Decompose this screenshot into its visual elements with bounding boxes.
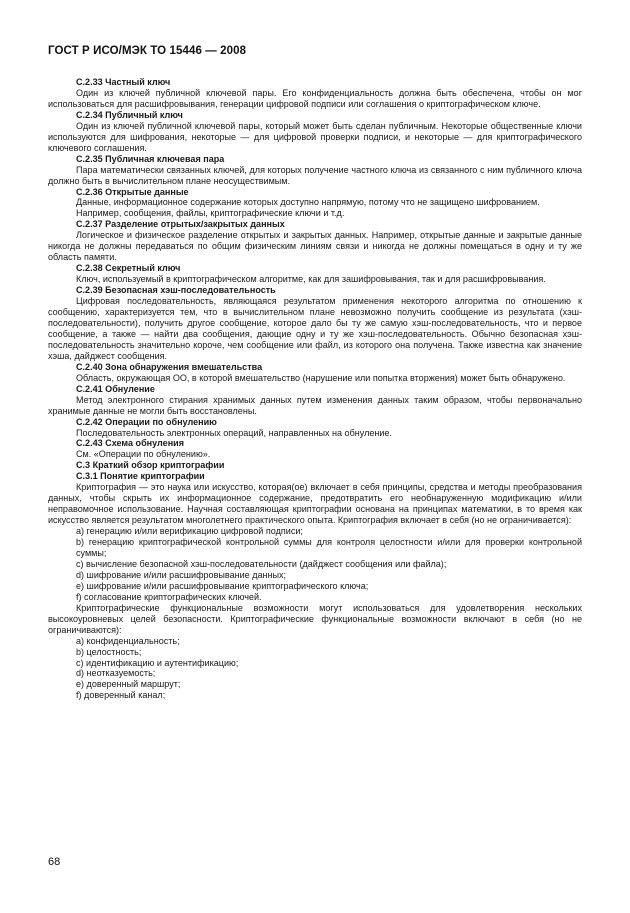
section-heading: С.2.43 Схема обнуления: [76, 438, 184, 449]
page-number: 68: [48, 856, 61, 868]
section-heading: С.2.37 Разделение отрытых/закрытых данных: [76, 219, 285, 230]
list-item: c) вычисление безопасной хэш-последовательности (дайджест сообщения или файла);: [76, 558, 447, 569]
list-item: d) неотказуемость;: [76, 668, 156, 679]
paragraph: Логическое и физическое разделение открытых и закрытых данных. Например, открытые данные и закрытые данные никогда не должны передаваться по общим физическим линиям связи и никогда не должны помещаться в одну и ту же область памяти.: [48, 230, 582, 263]
list-item: f) согласование криптографических ключей.: [76, 591, 262, 602]
section-heading: С.2.38 Секретный ключ: [76, 263, 181, 274]
section-heading: С.2.34 Публичный ключ: [76, 109, 183, 120]
paragraph: Один из ключей публичной ключевой пары. Его конфиденциальность должна быть обеспечена, чтобы он мог использоваться для расшифровывания, генерации цифровой подписи или соглашения о криптографическом ключе.: [48, 87, 582, 109]
list-item: e) доверенный маршрут;: [76, 679, 181, 690]
section-heading: С.3 Краткий обзор криптографии: [76, 460, 225, 471]
section-heading: С.2.33 Частный ключ: [76, 77, 171, 87]
page-header-title: ГОСТ Р ИСО/МЭК ТО 15446 — 2008: [48, 45, 247, 57]
paragraph: Последовательность электронных операций, направленных на обнуление.: [76, 427, 392, 438]
list-item: e) шифрование и/или расшифровывание криптографического ключа;: [76, 580, 369, 591]
list-item: c) идентификацию и аутентификацию;: [76, 657, 239, 668]
paragraph: Данные, информационное содержание которых доступно напрямую, потому что не защищено шифрованием.: [76, 197, 540, 208]
paragraph: Метод электронного стирания хранимых данных путем изменения данных таким образом, чтобы первоначально хранимые данные не могли быть восстановлены.: [48, 394, 582, 416]
section-heading: С.2.41 Обнуление: [76, 383, 155, 394]
list-item: f) доверенный канал;: [76, 690, 166, 701]
paragraph: Область, окружающая ОО, в которой вмешательство (нарушение или попытка вторжения) может быть обнаружено.: [76, 372, 566, 383]
section-heading: С.2.36 Открытые данные: [76, 186, 189, 197]
list-item: b) целостность;: [76, 646, 142, 657]
paragraph: Пара математически связанных ключей, для которых получение частного ключа из связанного с ним публичного ключа должно быть в вычислительном плане неосуществимым.: [48, 164, 582, 186]
document-body: [48, 77, 582, 701]
paragraph: Ключ, используемый в криптографическом алгоритме, как для зашифровывания, так и для расшифровывания.: [76, 274, 546, 285]
paragraph: Криптографические функциональные возможности могут использоваться для удовлетворения нескольких высокоуровневых целей безопасности. Криптографические функциональные возможности включают в себя (но не ограничиваются):: [48, 602, 582, 635]
list-item: d) шифрование и/или расшифровывание данных;: [76, 569, 287, 580]
paragraph: См. «Операции по обнулению».: [76, 449, 211, 460]
paragraph: Например, сообщения, файлы, криптографические ключи и т.д.: [76, 208, 345, 219]
list-item: a) генерацию и/или верификацию цифровой подписи;: [76, 526, 303, 537]
paragraph: Один из ключей публичной ключевой пары, который может быть сделан публичным. Некоторые общественные ключи используются для шифрования, некоторые — для цифровой проверки подписи, и некоторые — для криптографического ключевого соглашения.: [48, 120, 582, 153]
paragraph: Цифровая последовательность, являющаяся результатом применения некоторого алгоритма по отношению к сообщению, характеризуется тем, что в вычислительном плане невозможно получить сообщение из результата (хэш-последовательности), получить другое сообщение, которое дало бы ту же самую хэш-последовательность, что и первое сообщение, а также — найти два сообщения, дающие одну и ту же хэш-последовательность. Обычно безопасная хэш-последовательность значительно короче, чем сообщение или файл, из которого она получена. Также известна как значение хэша, дайджест сообщения.: [48, 296, 582, 361]
section-heading: С.2.39 Безопасная хэш-последовательность: [76, 285, 276, 296]
section-heading: С.2.35 Публичная ключевая пара: [76, 153, 225, 164]
list-item: b) генерацию криптографической контрольной суммы для контроля целостности и/или для проверки контрольной суммы;: [76, 537, 582, 558]
paragraph: Криптография — это наука или искусство, которая(ое) включает в себя принципы, средства и методы преобразования данных, чтобы скрыть их информационное содержание, предотвратить его необнаруженную модификацию и/или неправомочное использование. Научная составляющая криптографии основана на принципах математики, в то время как искусство является результатом многолетнего практического опыта. Криптография включает в себя (но не ограничивается):: [48, 482, 582, 526]
section-heading: С.2.40 Зона обнаружения вмешательства: [76, 361, 263, 372]
section-heading: С.2.42 Операции по обнулению: [76, 416, 217, 427]
section-heading: С.3.1 Понятие криптографии: [76, 471, 205, 482]
list-item: a) конфиденциальность;: [76, 635, 180, 646]
